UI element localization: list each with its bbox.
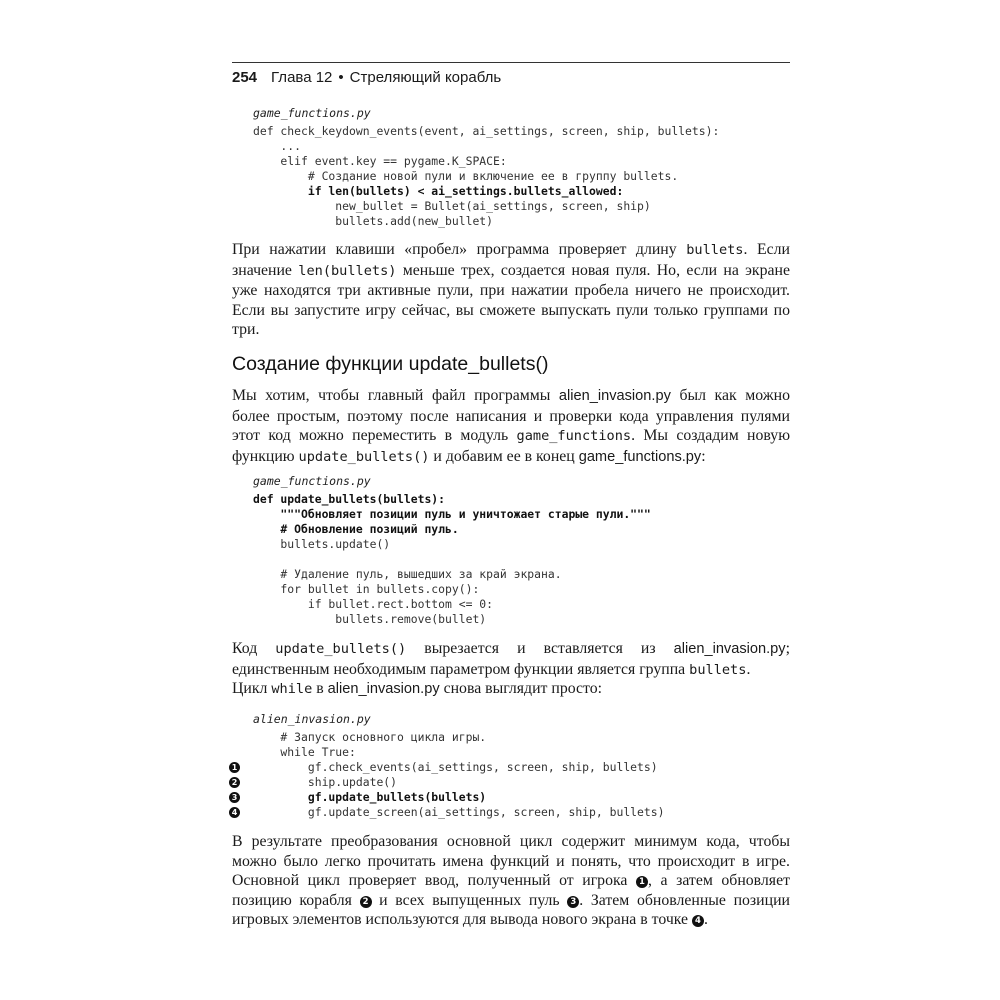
header-rule-wrap (232, 62, 790, 63)
code-line: elif event.key == pygame.K_SPACE: (253, 154, 507, 168)
inline-code: update_bullets() (298, 448, 430, 465)
inline-code: bullets (689, 661, 747, 678)
inline-filename: alien_invasion.py (673, 641, 786, 657)
code-line: bullets.update() (253, 537, 391, 551)
paragraph-1 (232, 240, 790, 340)
inline-code: while (271, 681, 313, 697)
body-text: Мы хотим, чтобы главный файл программы alien_invasion.py был как можно более простым, поэтому после написания и проверки кода управления пулями этот код можно переместить в модуль game_functions. Мы создадим новую функцию update_bullets() и добавим ее в конец game_functions.py: (232, 387, 790, 465)
callout-marker-3: 3 (567, 896, 579, 908)
code-line (253, 552, 790, 567)
inline-code: game_functions (516, 428, 632, 444)
code-line: if len(bullets) < ai_settings.bullets_allowed: (253, 184, 624, 198)
inline-code: len(bullets) (298, 262, 397, 279)
code-line: if bullet.rect.bottom <= 0: (253, 597, 494, 611)
code-line: while True: (253, 745, 356, 759)
page-number: 254 (232, 69, 258, 86)
inline-code: update_bullets() (275, 641, 407, 657)
code-line: def check_keydown_events(event, ai_settings, screen, ship, bullets): (253, 124, 720, 138)
callout-marker-4: 4 (692, 915, 704, 927)
callout-marker-2: 2 (360, 896, 372, 908)
code-line: bullets.add(new_bullet) (253, 214, 494, 228)
header-rule (232, 62, 790, 63)
inline-filename: game_functions.py (578, 448, 702, 465)
inline-filename: alien_invasion.py (327, 681, 440, 697)
paragraph-3 (232, 639, 790, 680)
code-listing-3 (232, 712, 790, 820)
code-line: def update_bullets(bullets): (253, 492, 446, 506)
callout-marker-3: 3 (229, 792, 240, 803)
body-text: При нажатии клавиши «пробел» программа проверяет длину bullets. Если значение len(bullets) меньше трех, создается новая пуля. Но, если на экране уже находятся три активные пули, при нажатии пробела ничего не происходит. Если вы запустите игру сейчас, вы сможете выпускать пули только группами по три. (232, 241, 790, 338)
code-line: for bullet in bullets.copy(): (253, 582, 480, 596)
code-line: 1 gf.check_events(ai_settings, screen, ship, bullets) (253, 760, 790, 775)
code-body (253, 124, 790, 229)
code-line: # Обновление позиций пуль. (253, 522, 459, 536)
code-line: """Обновляет позиции пуль и уничтожает старые пули.""" (253, 507, 651, 521)
code-filename: game_functions.py (253, 474, 371, 488)
body-text: В результате преобразования основной цикл содержит минимум кода, чтобы можно было легко прочитать имена функций и понять, что происходит в игре. Основной цикл проверяет ввод, полученный от игрока 1 , а затем обновляет позицию корабля 2 и всех выпущенных пуль 3 . Затем обновленные позиции игровых элементов используются для вывода нового экрана в точке 4 . (232, 833, 790, 928)
code-body (253, 492, 790, 627)
code-line: bullets.remove(bullet) (253, 612, 487, 626)
code-line: ... (253, 139, 302, 153)
body-text: Цикл while в alien_invasion.py снова выглядит просто: (232, 680, 603, 697)
code-filename: alien_invasion.py (253, 712, 371, 726)
chapter-label: Глава 12 (271, 69, 333, 86)
code-listing-2 (232, 474, 790, 627)
callout-marker-2: 2 (229, 777, 240, 788)
chapter-title: Стреляющий корабль (349, 69, 502, 86)
running-head (232, 69, 501, 86)
body-text: Код update_bullets() вырезается и вставляется из alien_invasion.py; единственным необходимым параметром функции является группа bullets. (232, 640, 790, 678)
paragraph-5 (232, 832, 790, 930)
code-line: new_bullet = Bullet(ai_settings, screen, ship) (253, 199, 651, 213)
paragraph-2 (232, 386, 790, 467)
section-heading: Создание функции update_bullets() (232, 353, 549, 375)
header-separator: • (338, 69, 344, 86)
callout-marker-1: 1 (636, 876, 648, 888)
code-listing-1 (232, 106, 790, 229)
code-line: 2 ship.update() (253, 775, 790, 790)
inline-filename: alien_invasion.py (558, 388, 671, 404)
code-filename: game_functions.py (253, 106, 371, 120)
callout-marker-4: 4 (229, 807, 240, 818)
code-line: # Удаление пуль, вышедших за край экрана. (253, 567, 562, 581)
code-line: # Запуск основного цикла игры. (253, 730, 487, 744)
paragraph-4 (232, 679, 790, 700)
code-body (231, 730, 790, 820)
code-line: 4 gf.update_screen(ai_settings, screen, ship, bullets) (253, 805, 790, 820)
inline-code: bullets (686, 242, 744, 258)
code-line: 3 gf.update_bullets(bullets) (253, 790, 790, 805)
code-line: # Создание новой пули и включение ее в группу bullets. (253, 169, 679, 183)
callout-marker-1: 1 (229, 762, 240, 773)
